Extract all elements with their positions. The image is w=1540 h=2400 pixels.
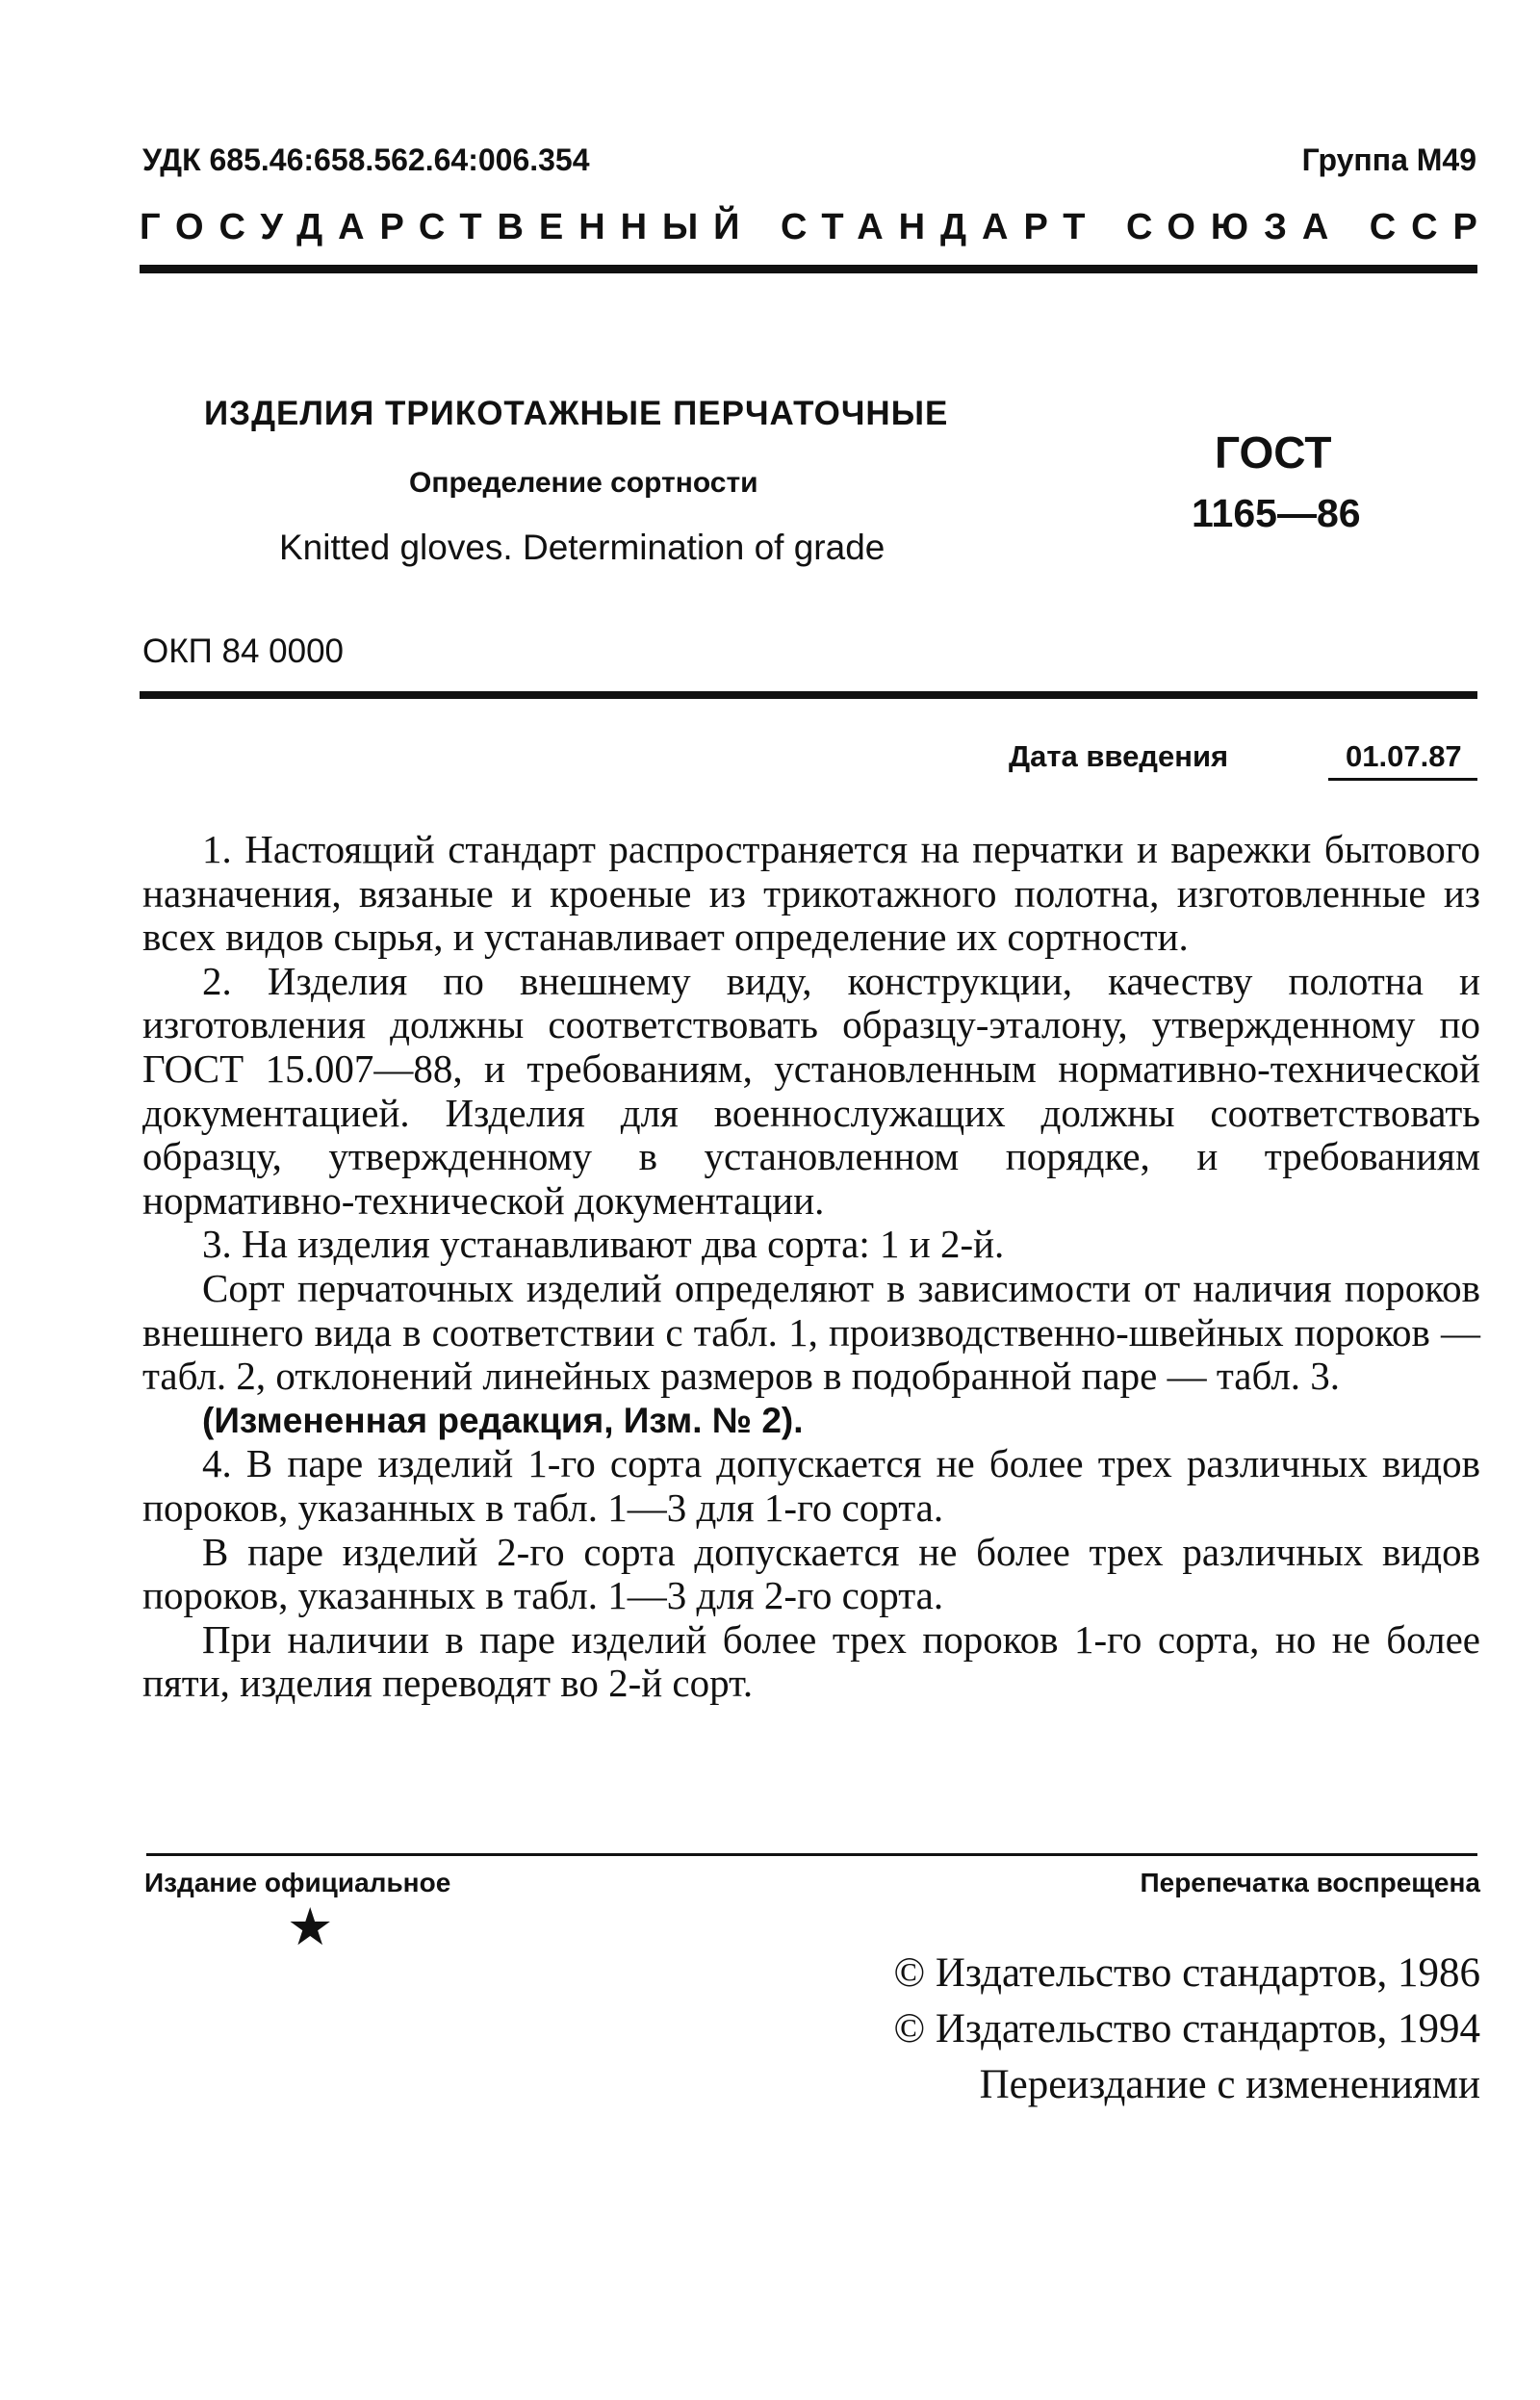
okp-code: ОКП 84 0000 [142,632,345,670]
title-rule [140,691,1477,699]
footer-rule [146,1853,1477,1856]
paragraph-3: 3. На изделия устанавливают два сорта: 1 и 2-й. [202,1222,1005,1267]
english-title: Knitted gloves. Determination of grade [279,528,886,567]
gost-number: 1165—86 [1192,491,1361,535]
paragraph-5: 4. В паре изделий 1-го сорта допускается не более трех различных видов пороков, указанных в табл. 1—3 для 1-го сорта. [142,1441,1480,1530]
paragraph-4: Сорт перчаточных изделий определяют в зависимости от наличия пороков внешнего вида в соответствии с табл. 1, производственно-швейных пороков — табл. 2, отклонений линейных размеров в подобранной паре — табл. 3. [142,1265,1480,1399]
date-label: Дата введения [1009,739,1229,773]
group-code: Группа М49 [1301,142,1476,177]
header-rule [140,265,1477,273]
reissue-note: Переиздание с изменениями [979,2062,1480,2107]
amendment-note: (Измененная редакция, Изм. № 2). [202,1400,804,1440]
document-body [142,828,1480,1706]
reprint-prohibited-label: Перепечатка воспрещена [1140,1868,1480,1897]
udk-code: УДК 685.46:658.562.64:006.354 [142,142,590,177]
state-standard-heading: ГОСУДАРСТВЕННЫЙ СТАНДАРТ СОЮЗА ССР [140,207,1493,247]
gost-label: ГОСТ [1215,427,1332,477]
date-underline [1328,778,1477,781]
paragraph-1: 1. Настоящий стандарт распространяется на перчатки и варежки бытового назначения, вязаные и кроеные из трикотажного полотна, изготовленные из всех видов сырья, и устанавливает определение их сортности. [142,827,1480,960]
paragraph-6: В паре изделий 2-го сорта допускается не более трех различных видов пороков, указанных в табл. 1—3 для 2-го сорта. [142,1529,1480,1618]
official-edition-label: Издание официальное [144,1868,451,1897]
document-title: ИЗДЕЛИЯ ТРИКОТАЖНЫЕ ПЕРЧАТОЧНЫЕ [204,395,949,432]
document-subtitle: Определение сортности [409,467,758,499]
star-icon: ★ [287,1897,334,1957]
paragraph-7: При наличии в паре изделий более трех пороков 1-го сорта, но не более пяти, изделия переводят во 2-й сорт. [142,1616,1480,1706]
date-value: 01.07.87 [1346,739,1462,773]
copyright-1986: © Издательство стандартов, 1986 [893,1950,1480,1996]
paragraph-2: 2. Изделия по внешнему виду, конструкции, качеству полотна и изготовления должны соответствовать образцу-эталону, утвержденному по ГОСТ 15.007—88, и требованиям, установленным нормативно-технической документацией. Изделия для военнослужащих должны соответствовать образцу, утвержденному в установленном порядке, и требованиям нормативно-технической документации. [142,958,1480,1223]
copyright-1994: © Издательство стандартов, 1994 [893,2006,1480,2052]
